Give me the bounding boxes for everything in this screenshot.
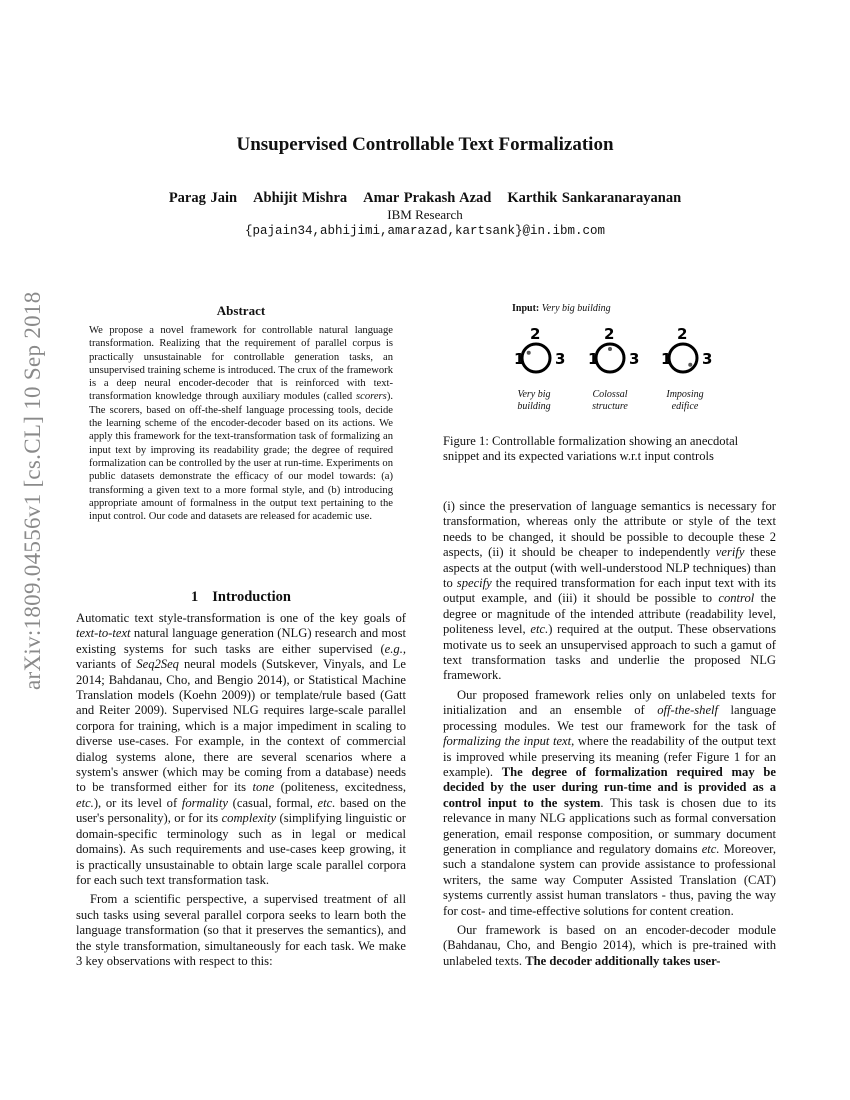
paragraph: Automatic text style-transformation is one of the key goals of text-to-text natural language generation (NLG) research and most existing systems for such tasks are either supervised (e.g., variants of Seq2Seq neural models (Sutskever, Vinyals, and Le 2014; Bahdanau, Cho, and Bengio 2014), or Statistical Machine Translation models (Koehn 2009)) or template/rule based (Gatt and Reiter 2009). Supervised NLG requires large-scale parallel corpora for training, which is a major impediment in scaling to diverse use-cases. For example, in the context of commercial dialog systems alone, there are several scenarios where a system's answer (which may be coming from a database) needs to be transformed either for its tone (politeness, excitedness, etc.), or its level of formality (casual, formal, etc. based on the user's personality), or for its complexity (simplifying linguistic or domain-specific terminology such as in legal or medical domains). As such requirements and use-cases keep growing, it is practically unsustainable to obtain large scale parallel corpora for each such text transformation task. bbox=[76, 611, 406, 887]
author-name: Abhijit Mishra bbox=[253, 190, 348, 206]
section-heading bbox=[76, 589, 406, 606]
author-name: Amar Prakash Azad bbox=[363, 190, 492, 206]
variant-caption-3: Imposing edifice bbox=[666, 389, 704, 412]
dial-label-3: 3 bbox=[555, 350, 566, 368]
dial-label-3: 3 bbox=[702, 350, 713, 368]
dial-label-3: 3 bbox=[629, 350, 640, 368]
dial-label-2: 2 bbox=[530, 325, 541, 343]
variant-caption-2: Colossal structure bbox=[592, 389, 628, 412]
abstract-heading: Abstract bbox=[216, 303, 266, 318]
variant-caption-1: Very big building bbox=[517, 389, 551, 412]
dial-variant-3 bbox=[661, 325, 712, 372]
right-column-text bbox=[443, 499, 776, 969]
left-column-text bbox=[76, 611, 406, 969]
section-number: 1 bbox=[191, 589, 199, 605]
paragraph: From a scientific perspective, a supervised treatment of all such tasks using several parallel corpora seeks to learn both the language transformation (so that it preserves the semantics), and the style transformation, simultaneously for each task. We make 3 key observations with respect to this: bbox=[76, 892, 406, 968]
paragraph: (i) since the preservation of language semantics is necessary for transformation, whereas only the attribute or style of the text needs to be changed, it should be possible to decouple these 2 aspects, (ii) it should be cheaper to independently verify these aspects at the output (with well-understood NLP techniques) than to specify the required transformation for each input text with its output example, and (iii) it should be possible to control the degree or magnitude of the intended attribute (readability level, politeness level, etc.) required at the output. These observations motivate us to seek an unsupervised approach to such a gamut of text transformation tasks and underlie the proposed NLG framework. bbox=[443, 499, 776, 683]
author-emails: {pajain34,abhijimi,amarazad,kartsank}@in.ibm.com bbox=[244, 224, 606, 238]
dial-variant-2 bbox=[588, 325, 639, 372]
author-name: Karthik Sankaranarayanan bbox=[507, 190, 682, 206]
dial-label-2: 2 bbox=[604, 325, 615, 343]
paper-title: Unsupervised Controllable Text Formalization bbox=[236, 134, 614, 155]
figure-input-label: Input: Very big building bbox=[512, 303, 611, 314]
figure-caption: Figure 1: Controllable formalization showing an anecdotal snippet and its expected variations w.r.t input controls bbox=[443, 434, 739, 464]
figure-1 bbox=[500, 301, 730, 421]
dial-pointer bbox=[608, 347, 612, 351]
dial-pointer bbox=[688, 363, 692, 367]
author-name: Parag Jain bbox=[168, 190, 238, 206]
dial-label-1: 1 bbox=[661, 350, 672, 368]
dial-label-1: 1 bbox=[588, 350, 599, 368]
author-list bbox=[0, 189, 850, 207]
section-title: Introduction bbox=[212, 589, 291, 605]
abstract-body: We propose a novel framework for controllable natural language transformation. Realizing that the requirement of parallel corpus is practically unsustainable for controllable generation tasks, an unsupervised training scheme is introduced. The crux of the framework is a deep neural encoder-decoder that is reinforced with text-transformation knowledge through auxiliary modules (called scorers). The scorers, based on off-the-shelf language processing tools, decide the learning scheme of the encoder-decoder based on its actions. We apply this framework for the text-transformation task of formalizing an input text by improving its readability grade; the degree of required formalization can be controlled by the user at run-time. Experiments on public datasets demonstrate the efficacy of our model towards: (a) transforming a given text to a more formal style, and (b) introducing appropriate amount of formalness in the output text pertaining to the input control. Our code and datasets are released for academic use. bbox=[89, 325, 393, 523]
affiliation: IBM Research bbox=[387, 207, 463, 222]
paragraph: Our proposed framework relies only on unlabeled texts for initialization and an ensemble of off-the-shelf language processing modules. We test our framework for the task of formalizing the input text, where the readability of the output text is improved while preserving its meaning (refer Figure 1 for an example). The degree of formalization required may be decided by the user during run-time and is provided as a control input to the system. This task is chosen due to its relevance in many NLG applications such as formal conversation generation, email response composition, or summary document generation in compliance and regulatory domains etc. Moreover, such a standalone system can provide assistance to professional writers, the same way Computer Assisted Translation (CAT) systems currently assist human translators - thus, paving the way for cost- and time-effective solutions for content creation. bbox=[443, 687, 777, 918]
dial-label-1: 1 bbox=[514, 350, 525, 368]
dial-variant-1 bbox=[514, 325, 565, 372]
dial-pointer bbox=[527, 351, 531, 355]
dial-label-2: 2 bbox=[677, 325, 688, 343]
arxiv-stamp: arXiv:1809.04556v1 [cs.CL] 10 Sep 2018 bbox=[20, 291, 45, 690]
paragraph: Our framework is based on an encoder-decoder module (Bahdanau, Cho, and Bengio 2014), which is pre-trained with unlabeled texts. The decoder additionally takes user- bbox=[443, 922, 776, 968]
